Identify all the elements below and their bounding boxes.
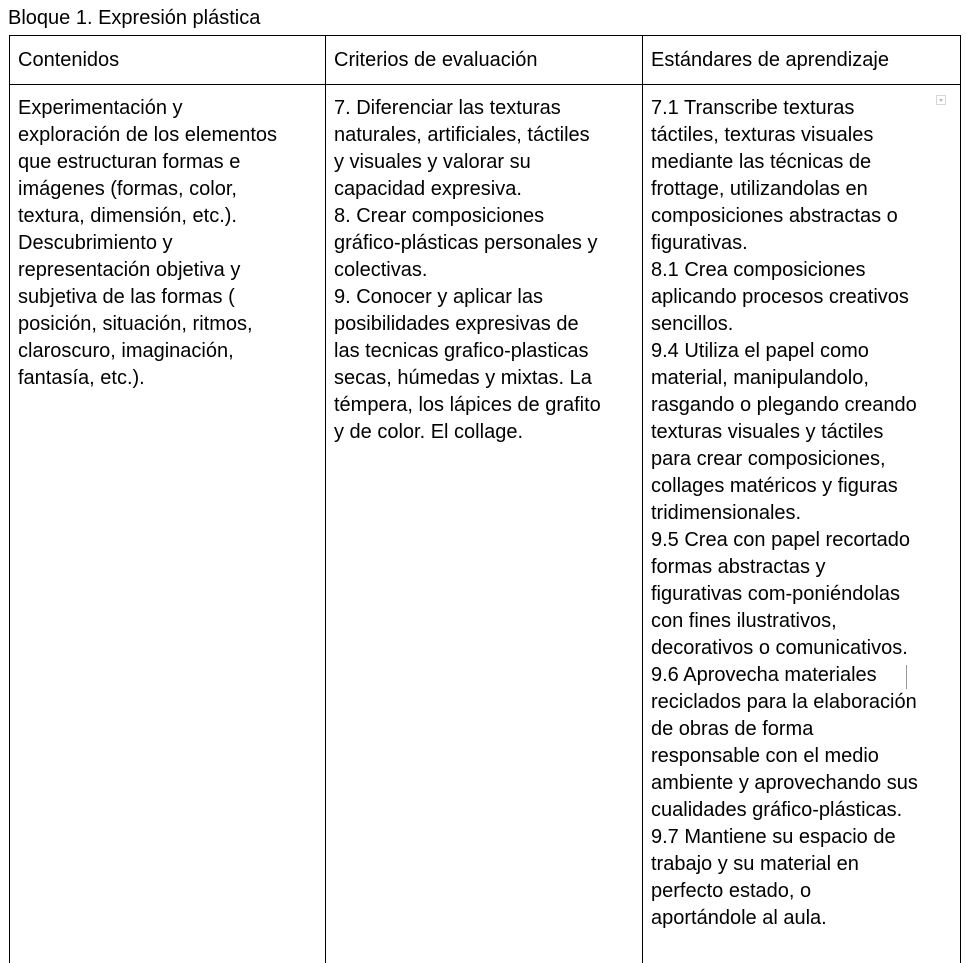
estandares-line: rasgando o plegando creando xyxy=(651,394,917,416)
criterios-line: las tecnicas grafico-plasticas xyxy=(334,340,589,362)
estandares-line: sencillos. xyxy=(651,313,734,335)
estandares-line: trabajo y su material en xyxy=(651,853,859,875)
estandares-line: 9.6 Aprovecha materiales xyxy=(651,664,877,686)
estandares-line: figurativas. xyxy=(651,232,748,254)
document-title: Bloque 1. Expresión plástica xyxy=(8,7,261,29)
header-estandares[interactable]: Estándares de aprendizaje xyxy=(643,36,961,85)
criterios-line: 7. Diferenciar las texturas xyxy=(334,97,561,119)
estandares-line: texturas visuales y táctiles xyxy=(651,421,884,443)
contenidos-line: Experimentación y xyxy=(18,97,183,119)
estandares-line: 9.5 Crea con papel recortado xyxy=(651,529,911,551)
estandares-line: ambiente y aprovechando sus xyxy=(651,772,918,794)
contenidos-line: fantasía, etc.). xyxy=(18,367,145,389)
cell-menu-dropdown-icon[interactable] xyxy=(936,95,946,105)
estandares-line: frottage, utilizandolas en xyxy=(651,178,868,200)
cell-criterios[interactable] xyxy=(326,85,643,963)
estandares-line: perfecto estado, o xyxy=(651,880,812,902)
table-row xyxy=(10,85,961,963)
estandares-line: 7.1 Transcribe texturas xyxy=(651,97,855,119)
cell-estandares[interactable] xyxy=(643,85,961,963)
curriculum-table xyxy=(9,35,961,963)
estandares-line: táctiles, texturas visuales xyxy=(651,124,874,146)
estandares-line: tridimensionales. xyxy=(651,502,802,524)
estandares-line: mediante las técnicas de xyxy=(651,151,872,173)
criterios-line: y visuales y valorar su xyxy=(334,151,531,173)
criterios-line: colectivas. xyxy=(334,259,428,281)
contenidos-line: exploración de los elementos xyxy=(18,124,278,146)
estandares-line: responsable con el medio xyxy=(651,745,879,767)
estandares-line: 8.1 Crea composiciones xyxy=(651,259,866,281)
text-cursor xyxy=(906,665,907,689)
estandares-line: collages matéricos y figuras xyxy=(651,475,898,497)
estandares-line: 9.4 Utiliza el papel como xyxy=(651,340,869,362)
estandares-line: material, manipulandolo, xyxy=(651,367,869,389)
criterios-line: capacidad expresiva. xyxy=(334,178,522,200)
estandares-line: de obras de forma xyxy=(651,718,814,740)
contenidos-line: que estructuran formas e xyxy=(18,151,241,173)
estandares-line: aplicando procesos creativos xyxy=(651,286,909,308)
criterios-line: posibilidades expresivas de xyxy=(334,313,579,335)
estandares-line: 9.7 Mantiene su espacio de xyxy=(651,826,896,848)
estandares-text xyxy=(651,95,952,932)
contenidos-line: representación objetiva y xyxy=(18,259,241,281)
contenidos-text xyxy=(18,95,317,392)
criterios-line: témpera, los lápices de grafito xyxy=(334,394,601,416)
contenidos-line: posición, situación, ritmos, xyxy=(18,313,253,335)
contenidos-line: claroscuro, imaginación, xyxy=(18,340,234,362)
estandares-line: decorativos o comunicativos. xyxy=(651,637,908,659)
estandares-line: cualidades gráfico-plásticas. xyxy=(651,799,903,821)
estandares-line: reciclados para la elaboración xyxy=(651,691,917,713)
contenidos-line: Descubrimiento y xyxy=(18,232,173,254)
contenidos-line: subjetiva de las formas ( xyxy=(18,286,235,308)
header-criterios[interactable]: Criterios de evaluación xyxy=(326,36,643,85)
table-header-row xyxy=(10,36,961,85)
estandares-line: para crear composiciones, xyxy=(651,448,886,470)
criterios-line: y de color. El collage. xyxy=(334,421,523,443)
criterios-line: 8. Crear composiciones xyxy=(334,205,545,227)
criterios-line: 9. Conocer y aplicar las xyxy=(334,286,543,308)
contenidos-line: textura, dimensión, etc.). xyxy=(18,205,237,227)
estandares-line: figurativas com-poniéndolas xyxy=(651,583,901,605)
estandares-line: formas abstractas y xyxy=(651,556,826,578)
contenidos-line: imágenes (formas, color, xyxy=(18,178,237,200)
criterios-text xyxy=(334,95,634,446)
header-contenidos[interactable]: Contenidos xyxy=(10,36,326,85)
criterios-line: secas, húmedas y mixtas. La xyxy=(334,367,592,389)
criterios-line: gráfico-plásticas personales y xyxy=(334,232,598,254)
cell-contenidos[interactable] xyxy=(10,85,326,963)
estandares-line: aportándole al aula. xyxy=(651,907,827,929)
estandares-line: composiciones abstractas o xyxy=(651,205,898,227)
estandares-line: con fines ilustrativos, xyxy=(651,610,837,632)
criterios-line: naturales, artificiales, táctiles xyxy=(334,124,590,146)
